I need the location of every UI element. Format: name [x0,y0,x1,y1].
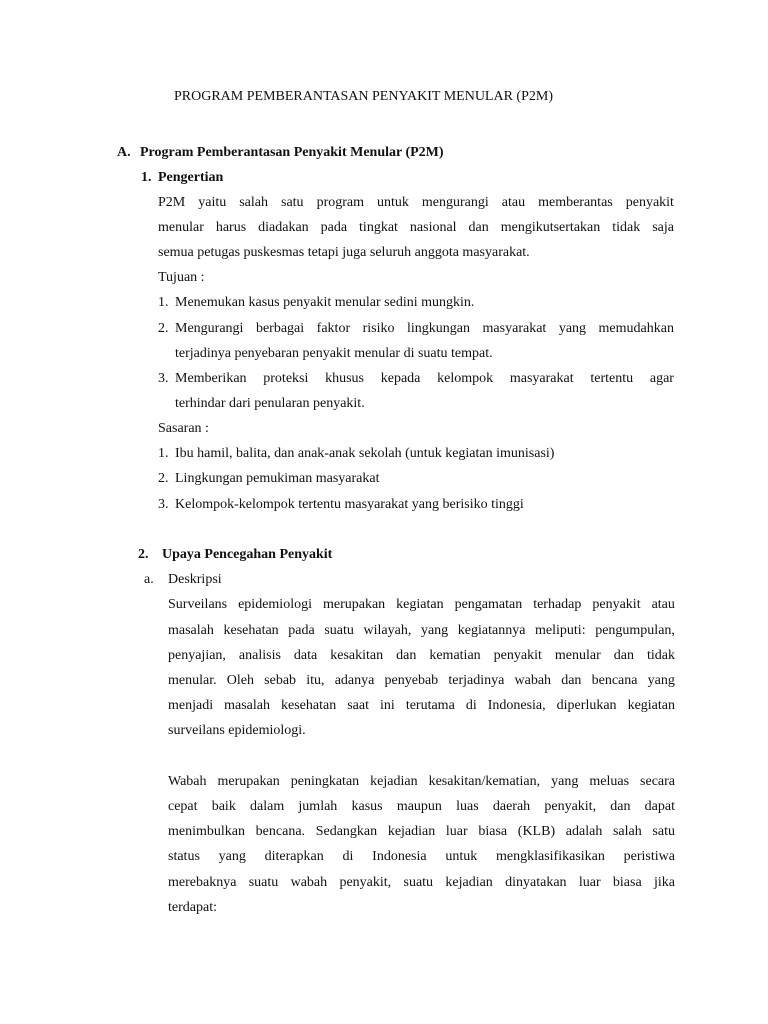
word: harus [215,220,247,235]
word: data [293,648,318,663]
word: menjadi [168,698,214,713]
word: Memberikan [175,371,247,386]
deskripsi-p1-line-4 [168,673,675,689]
word: memberantas [538,195,613,210]
word: risiko [362,321,395,336]
word: mengurangi [421,195,489,210]
word: Wabah [168,774,207,789]
word: salah [239,195,268,210]
word: dapat [644,799,675,814]
word: kesehatan [281,698,337,713]
sasaran-3-text: Kelompok-kelompok tertentu masyarakat yang berisiko tinggi [175,497,524,512]
word: terhadap [533,597,582,612]
deskripsi-p1-line-6: surveilans epidemiologi. [168,723,306,738]
word: mengikutsertakan [500,220,601,235]
word: pengamatan [454,597,523,612]
word: daerah [492,799,531,814]
word: menimbulkan [168,824,245,839]
word: sebab [264,673,297,688]
word: Indonesia, [487,698,546,713]
word: diadakan [258,220,309,235]
sasaran-2-text: Lingkungan pemukiman masyarakat [175,471,380,486]
word: menular [158,220,204,235]
word: diperlukan [556,698,617,713]
word: penyajian, [168,648,226,663]
word: satu [652,824,675,839]
word: dan [561,673,582,688]
tujuan-1-text: Menemukan kasus penyakit menular sedini mungkin. [175,295,475,310]
word: (KLB) [517,824,556,839]
word: Sedangkan [315,824,378,839]
subsection-2-heading: Upaya Pencegahan Penyakit [162,547,333,562]
word: meliputi: [535,623,586,638]
deskripsi-p2-line-4 [168,849,675,865]
word: memudahkan [598,321,674,336]
word: saat [347,698,369,713]
deskripsi-p2-line-1 [168,774,675,790]
word: menular [554,648,601,663]
word: penyakit, [339,875,392,890]
word: secara [640,774,675,789]
word: masalah [224,698,270,713]
word: jumlah [298,799,338,814]
deskripsi-p2-line-3 [168,824,675,840]
word: satu [281,195,304,210]
word: dan [610,799,631,814]
word: Mengurangi [175,321,244,336]
word: terutama [405,698,455,713]
word: kesehatan [223,623,279,638]
word: tertentu [590,371,634,386]
word: status [168,849,200,864]
word: maupun [396,799,442,814]
deskripsi-p2-line-2 [168,799,675,815]
item-a-heading: Deskripsi [168,572,222,587]
word: dan [468,220,489,235]
sasaran-label: Sasaran : [158,421,209,436]
word: adanya [334,673,375,688]
word: wilayah, [363,623,412,638]
subsection-1-heading: Pengertian [158,170,224,185]
word: Surveilans [168,597,228,612]
pengertian-line-3: semua petugas puskesmas tetapi juga seluruh anggota masyarakat. [158,245,530,260]
word: wabah [290,875,328,890]
word: untuk [377,195,409,210]
word: atau [651,597,675,612]
word: tingkat [359,220,398,235]
deskripsi-p1-line-1 [168,597,675,613]
word: yaitu [198,195,227,210]
word: dalam [250,799,285,814]
word: penyakit [493,648,542,663]
word: proteksi [263,371,309,386]
word: peningkatan [290,774,360,789]
tujuan-3-number: 3. [158,371,169,386]
pengertian-line-1 [158,195,674,211]
word: atau [501,195,526,210]
word: pada [320,220,348,235]
word: lingkungan [407,321,471,336]
sasaran-1-number: 1. [158,446,169,461]
word: kejadian [445,875,493,890]
word: yang [647,673,675,688]
word: kejadian [370,774,418,789]
word: analisis [238,648,281,663]
word: faktor [316,321,351,336]
word: ini [380,698,395,713]
deskripsi-p1-line-2 [168,623,675,639]
section-a-marker: A. [117,145,131,160]
tujuan-3-line-1 [175,371,674,387]
subsection-2-marker: 2. [138,547,149,562]
word: kejadian [387,824,436,839]
word: Oleh [226,673,254,688]
word: biasa [478,824,508,839]
word: kegiatan [396,597,444,612]
deskripsi-p2-line-6: terdapat: [168,900,217,915]
tujuan-label: Tujuan : [158,270,205,285]
deskripsi-p2-line-5 [168,875,675,891]
word: dinyatakan [505,875,567,890]
word: itu, [306,673,325,688]
tujuan-3-line-2: terhindar dari penularan penyakit. [175,396,365,411]
item-a-marker: a. [144,572,154,587]
word: merebaknya [168,875,237,890]
word: salah [612,824,642,839]
word: dan [613,648,634,663]
word: kegiatannya [457,623,526,638]
word: kesakitan/kematian, [428,774,541,789]
sasaran-1-text: Ibu hamil, balita, dan anak-anak sekolah (untuk kegiatan imunisasi) [175,446,555,461]
word: epidemiologi [238,597,312,612]
word: nasional [409,220,457,235]
word: khusus [325,371,365,386]
word: masyarakat [509,371,574,386]
deskripsi-p1-line-5 [168,698,675,714]
word: penyebab [384,673,439,688]
word: tidak [646,648,675,663]
word: kelompok [437,371,494,386]
word: peristiwa [623,849,675,864]
word: Indonesia [372,849,427,864]
word: masyarakat [482,321,547,336]
tujuan-1-number: 1. [158,295,169,310]
word: luar [445,824,468,839]
word: biasa [612,875,642,890]
word: terjadinya [448,673,505,688]
word: yang [218,849,246,864]
subsection-1-marker: 1. [141,170,152,185]
word: diterapkan [264,849,324,864]
word: kegiatan [627,698,675,713]
document-title: PROGRAM PEMBERANTASAN PENYAKIT MENULAR (P2M) [174,89,553,104]
tujuan-2-line-1 [175,321,674,337]
word: wabah [514,673,552,688]
word: P2M [158,195,186,210]
word: kematian [429,648,481,663]
word: luas [456,799,479,814]
word: cepat [168,799,198,814]
word: yang [558,321,587,336]
word: program [316,195,364,210]
sasaran-3-number: 3. [158,497,169,512]
word: menular. [168,673,217,688]
word: masalah [168,623,214,638]
word: berbagai [255,321,305,336]
word: bencana. [255,824,306,839]
word: suatu [248,875,279,890]
word: baik [211,799,236,814]
word: bencana [591,673,638,688]
word: yang [551,774,579,789]
word: penyakit, [544,799,597,814]
word: mengklasifikasikan [496,849,605,864]
word: tidak [612,220,641,235]
section-a-heading: Program Pemberantasan Penyakit Menular (P2M) [140,145,444,160]
word: jika [654,875,675,890]
word: merupakan [217,774,280,789]
word: kepada [380,371,421,386]
word: merupakan [322,597,386,612]
word: di [342,849,354,864]
word: kasus [351,799,383,814]
word: saja [652,220,674,235]
deskripsi-p1-line-3 [168,648,675,664]
word: di [465,698,477,713]
word: luar [578,875,601,890]
word: adalah [565,824,603,839]
word: yang [420,623,449,638]
sasaran-2-number: 2. [158,471,169,486]
tujuan-2-line-2: terjadinya penyebaran penyakit menular di suatu tempat. [175,346,493,361]
word: dan [396,648,417,663]
word: untuk [445,849,478,864]
word: suatu [403,875,434,890]
word: penyakit [592,597,641,612]
word: pengumpulan, [595,623,675,638]
word: meluas [589,774,630,789]
tujuan-2-number: 2. [158,321,169,336]
pengertian-line-2 [158,220,674,236]
word: penyakit [625,195,674,210]
word: kesakitan [330,648,384,663]
word: suatu [324,623,354,638]
word: agar [649,371,674,386]
word: pada [288,623,315,638]
